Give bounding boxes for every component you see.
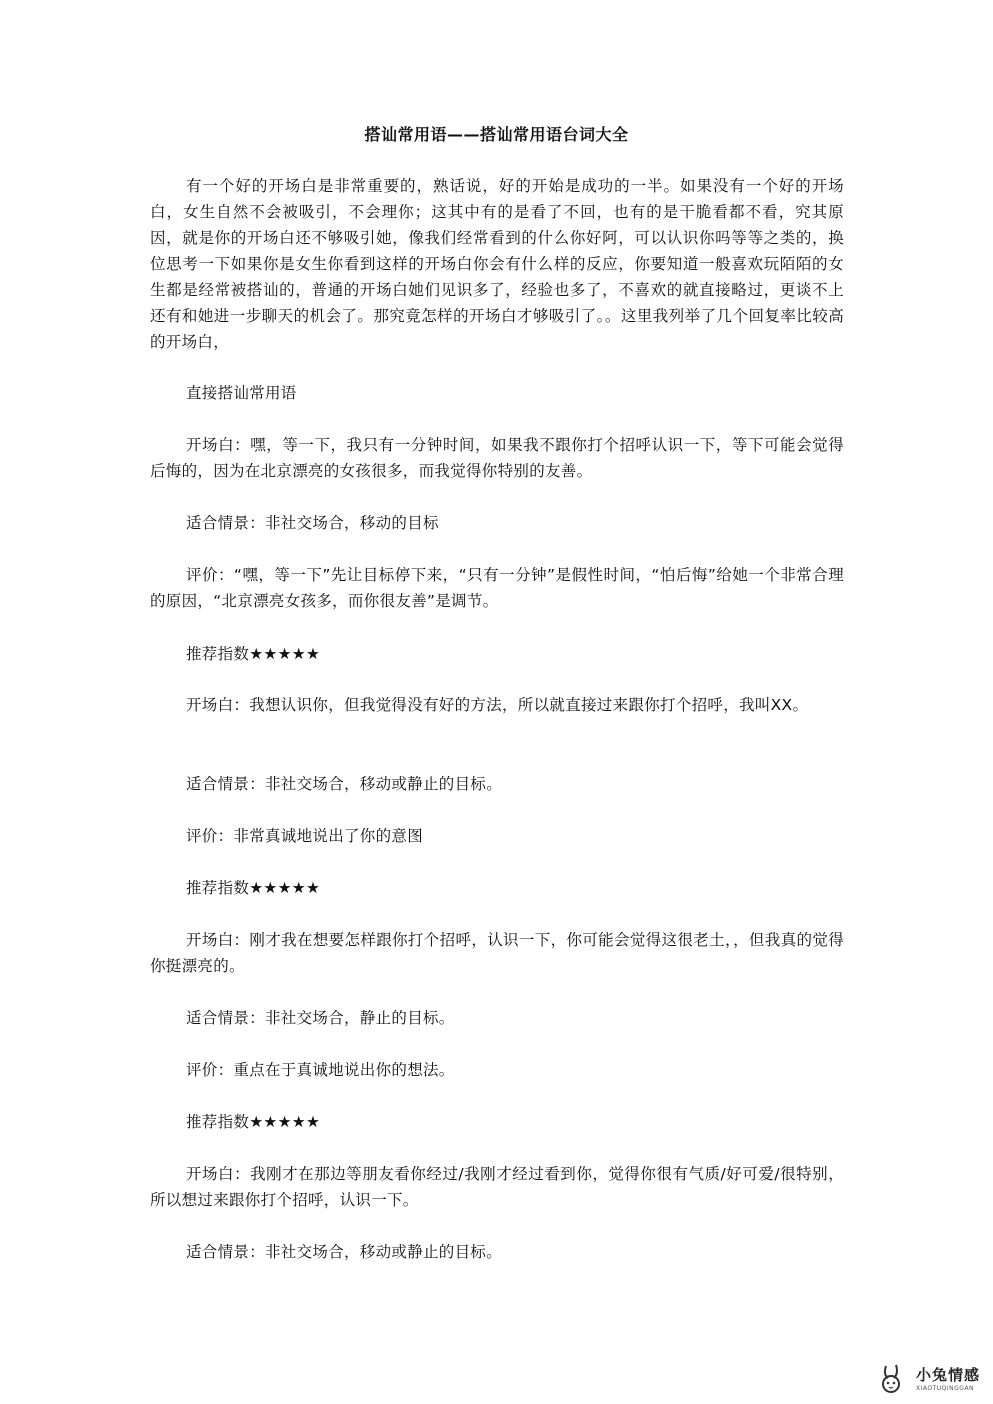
opener-1-text: 开场白：嘿，等一下，我只有一分钟时间，如果我不跟你打个招呼认识一下，等下可能会觉得后悔的，因为在北京漂亮的女孩很多，而我觉得你特别的友善。 [150, 436, 844, 480]
opener-4-scenario: 适合情景：非社交场合，移动或静止的目标。 [186, 1243, 503, 1261]
watermark-sub: XIAOTUQINGGAN [916, 1385, 975, 1392]
opener-3-text: 开场白：刚才我在想要怎样跟你打个招呼，认识一下，你可能会觉得这很老土，，但我真的觉得你挺漂亮的。 [150, 931, 844, 975]
opener-1-scenario: 适合情景：非社交场合，移动的目标 [186, 514, 439, 532]
document-title: 搭讪常用语——搭讪常用语台词大全 [364, 125, 629, 144]
opener-3-rating: 推荐指数★★★★★ [186, 1113, 321, 1131]
rabbit-logo-icon [876, 1362, 912, 1398]
opener-3-scenario: 适合情景：非社交场合，静止的目标。 [186, 1009, 455, 1027]
watermark-brand: 小兔情感 [916, 1366, 981, 1384]
opener-1-rating: 推荐指数★★★★★ [186, 645, 321, 663]
section-heading: 直接搭讪常用语 [186, 384, 297, 402]
intro-paragraph: 有一个好的开场白是非常重要的，熟话说，好的开始是成功的一半。如果没有一个好的开场白，女生自然不会被吸引，不会理你；这其中有的是看了不回，也有的是干脆看都不看，究其原因，就是你的开场白还不够吸引她，像我们经常看到的什么你好阿，可以认识你吗等等之类的，换位思考一下如果你是女生你看到这样的开场白你会有什么样的反应，你要知道一般喜欢玩陌陌的女生都是经常被搭讪的，普通的开场白她们见识多了，经验也多了，不喜欢的就直接略过，更谈不上还有和她进一步聊天的机会了。那究竟怎样的开场白才够吸引了。。这里我列举了几个回复率比较高的开场白， [150, 177, 844, 351]
opener-2-review: 评价：非常真诚地说出了你的意图 [186, 827, 424, 845]
opener-1-review: 评价：“嘿，等一下”先让目标停下来，“只有一分钟”是假性时间，“怕后悔”给她一个非常合理的原因，“北京漂亮女孩多，而你很友善”是调节。 [150, 566, 844, 610]
watermark [876, 1362, 986, 1398]
opener-2-scenario: 适合情景：非社交场合，移动或静止的目标。 [186, 775, 503, 793]
opener-3-review: 评价：重点在于真诚地说出你的想法。 [186, 1061, 455, 1079]
opener-2-rating: 推荐指数★★★★★ [186, 879, 321, 897]
opener-4-text: 开场白：我刚才在那边等朋友看你经过/我刚才经过看到你，觉得你很有气质/好可爱/很特别，所以想过来跟你打个招呼，认识一下。 [150, 1165, 844, 1209]
opener-2-text: 开场白：我想认识你，但我觉得没有好的方法，所以就直接过来跟你打个招呼，我叫XX。 [186, 696, 809, 714]
